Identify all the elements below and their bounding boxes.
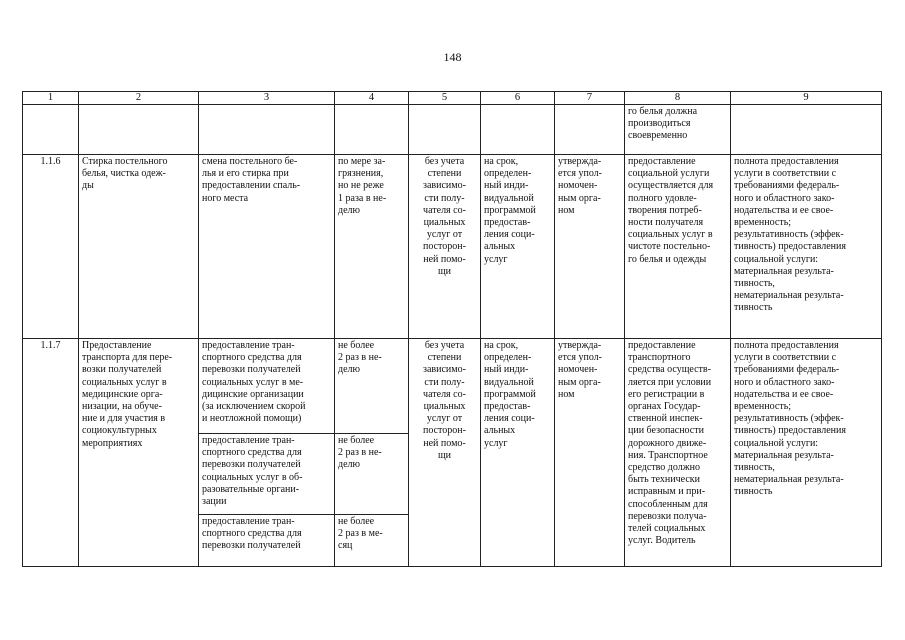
table-row-1-1-6 [23, 155, 882, 339]
column-number: 9 [731, 92, 882, 105]
service-volume: без учета степени зависимо- сти полу- чателя со- циальных услуг от посторон- ней помо- щи [409, 155, 481, 339]
service-frequency: не более 2 раз в не- делю [335, 434, 409, 515]
service-term: на срок, определен- ный инди- видуальной программой предостав- ления соци- альных услуг [481, 155, 555, 339]
service-description: предоставление тран- спортного средства для перевозки получателей социальных услуг в об- разовательные органи- зации [199, 434, 335, 515]
service-tariff: утвержда- ется упол- номочен- ным орга- ном [555, 155, 625, 339]
row-number: 1.1.6 [23, 155, 79, 339]
service-volume: без учета степени зависимо- сти полу- чателя со- циальных услуг от посторон- ней помо- щи [409, 339, 481, 567]
page-number: 148 [443, 50, 462, 64]
column-number: 7 [555, 92, 625, 105]
column-number: 1 [23, 92, 79, 105]
service-conditions: предоставление социальной услуги осуществляется для полного удовле- творения потреб- ности получателя социальных услуг в чистоте постельно- го белья и одежды [625, 155, 731, 339]
column-number: 2 [79, 92, 199, 105]
conditions-continuation: го белья должна производиться своевременно [625, 105, 731, 155]
service-conditions: предоставление транспортного средства осуществ- ляется при условии его регистрации в органах Государ- ственной инспек- ции безопасности дорожного движе- ния. Транспортное средство должно быть технически исправным и при- способленным для перевозки получа- телей социальных услуг. Водитель [625, 339, 731, 567]
service-frequency: не более 2 раз в ме- сяц [335, 515, 409, 567]
service-term: на срок, определен- ный инди- видуальной программой предостав- ления соци- альных услуг [481, 339, 555, 567]
column-number-row [23, 92, 882, 105]
column-number: 5 [409, 92, 481, 105]
service-description: предоставление тран- спортного средства для перевозки получателей социальных услуг в ме- дицинские организации (за исключением скорой и неотложной помощи) [199, 339, 335, 434]
service-tariff: утвержда- ется упол- номочен- ным орга- ном [555, 339, 625, 567]
service-indicators: полнота предоставления услуги в соответствии с требованиями федераль- ного и областного зако- нодательства и ее свое- временность; результативность (эффек- тивность) предоставления социальной услуги: материальная результа- тивность, нематериальная результа- тивность [731, 155, 882, 339]
service-name: Стирка постельного белья, чистка одеж- ды [79, 155, 199, 339]
column-number: 3 [199, 92, 335, 105]
row-number: 1.1.7 [23, 339, 79, 567]
continuation-row [23, 105, 882, 155]
table-row-1-1-7 [23, 339, 882, 434]
services-table [22, 91, 882, 567]
service-description: смена постельного бе- лья и его стирка при предоставлении спаль- ного места [199, 155, 335, 339]
service-name: Предоставление транспорта для пере- возки получателей социальных услуг в медицинские орга- низации, на обуче- ние и для участия в социокультурных мероприятиях [79, 339, 199, 567]
service-indicators: полнота предоставления услуги в соответствии с требованиями федераль- ного и областного зако- нодательства и ее свое- временность; результативность (эффек- тивность) предоставления социальной услуги: материальная результа- тивность, нематериальная результа- тивность [731, 339, 882, 567]
column-number: 4 [335, 92, 409, 105]
column-number: 8 [625, 92, 731, 105]
service-description: предоставление тран- спортного средства для перевозки получателей [199, 515, 335, 567]
service-frequency: по мере за- грязнения, но не реже 1 раза в не- делю [335, 155, 409, 339]
column-number: 6 [481, 92, 555, 105]
service-frequency: не более 2 раз в не- делю [335, 339, 409, 434]
